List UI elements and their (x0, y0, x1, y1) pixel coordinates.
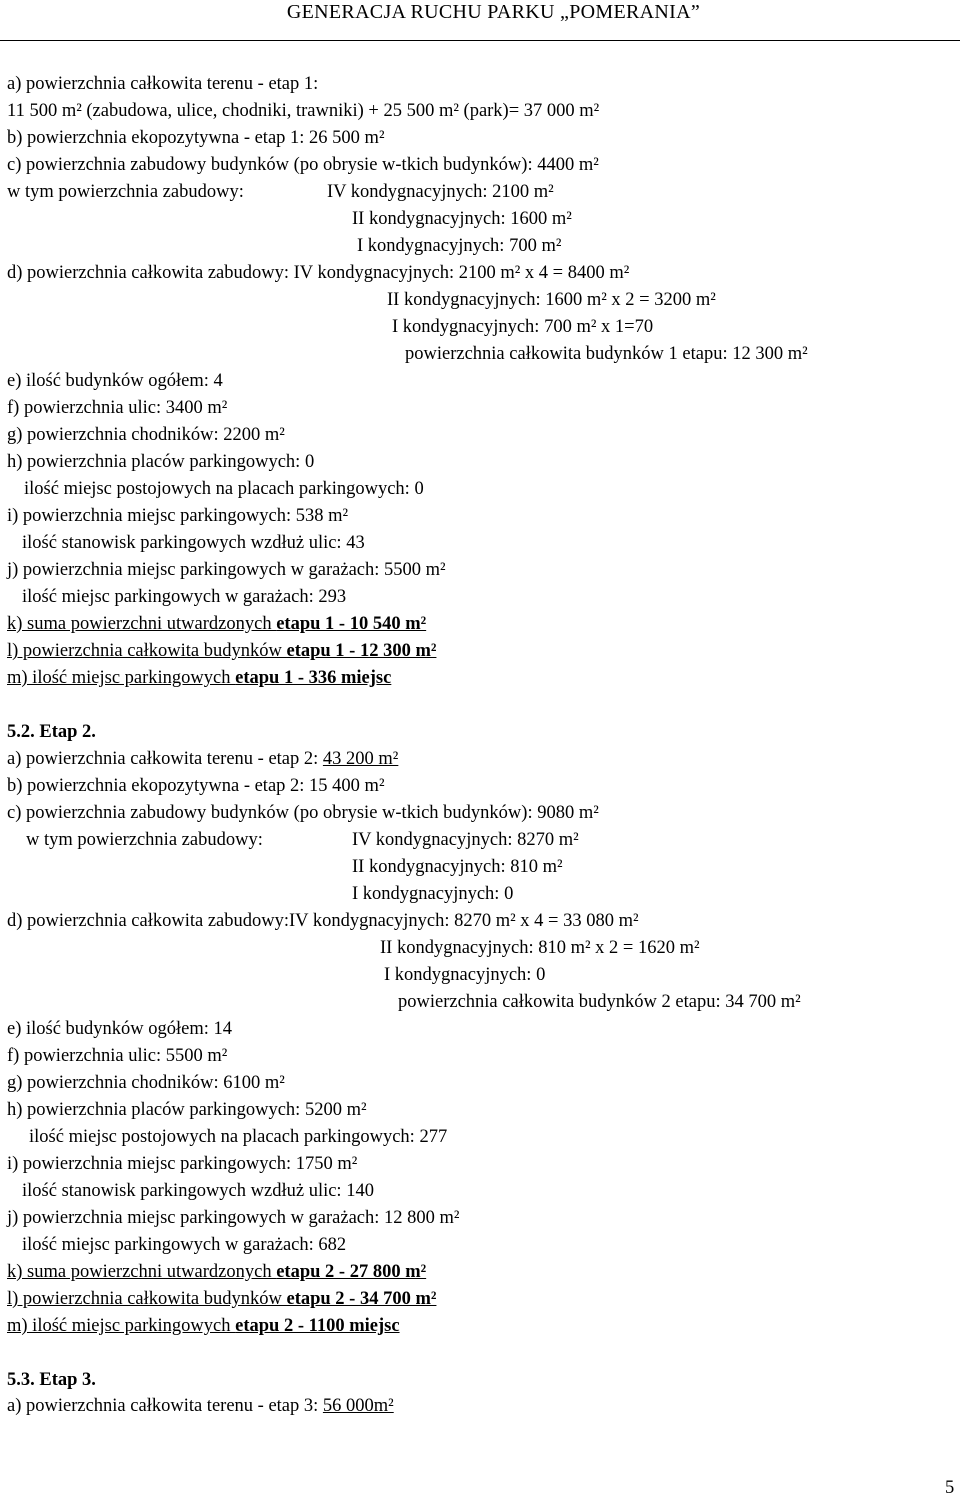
etap1-item-m-text: m) ilość miejsc parkingowych (7, 668, 236, 688)
etap1-item-i: i) powierzchnia miejsc parkingowych: 538 m² (7, 506, 349, 526)
etap2-item-f: f) powierzchnia ulic: 5500 m² (7, 1046, 228, 1066)
etap1-item-g: g) powierzchnia chodników: 2200 m² (7, 425, 285, 445)
etap2-item-h: h) powierzchnia placów parkingowych: 5200 m² (7, 1100, 367, 1120)
etap1-item-j2: ilość miejsc parkingowych w garażach: 293 (22, 587, 347, 607)
etap2-item-c-w-tym: w tym powierzchnia zabudowy: (26, 830, 263, 850)
etap1-item-d-ii: II kondygnacyjnych: 1600 m² x 2 = 3200 m² (387, 290, 716, 310)
etap2-item-c-ii: II kondygnacyjnych: 810 m² (352, 857, 563, 877)
etap2-item-m (7, 1315, 400, 1337)
etap2-item-c-iv: IV kondygnacyjnych: 8270 m² (352, 830, 579, 850)
etap2-item-b: b) powierzchnia ekopozytywna - etap 2: 15 400 m² (7, 776, 385, 796)
etap1-item-c-iv: IV kondygnacyjnych: 2100 m² (327, 182, 554, 202)
etap2-item-l-text: l) powierzchnia całkowita budynków (7, 1289, 287, 1309)
etap2-item-i2: ilość stanowisk parkingowych wzdłuż ulic: 140 (22, 1181, 374, 1201)
etap2-item-e: e) ilość budynków ogółem: 14 (7, 1019, 233, 1039)
etap1-item-k (7, 613, 426, 635)
etap3-item-a-value: 56 000m² (322, 1396, 394, 1416)
etap2-item-a-value: 43 200 m² (322, 749, 399, 769)
etap3-item-a-text: a) powierzchnia całkowita terenu - etap 3: (7, 1396, 323, 1416)
etap1-item-m (7, 667, 391, 689)
etap1-item-d-total: powierzchnia całkowita budynków 1 etapu: 12 300 m² (405, 344, 808, 364)
etap2-item-k (7, 1261, 426, 1283)
etap2-item-d: d) powierzchnia całkowita zabudowy:IV kondygnacyjnych: 8270 m² x 4 = 33 080 m² (7, 911, 639, 931)
etap2-item-g: g) powierzchnia chodników: 6100 m² (7, 1073, 285, 1093)
etap1-item-f: f) powierzchnia ulic: 3400 m² (7, 398, 228, 418)
etap2-item-j: j) powierzchnia miejsc parkingowych w garażach: 12 800 m² (7, 1208, 460, 1228)
etap2-item-d-total: powierzchnia całkowita budynków 2 etapu: 34 700 m² (398, 992, 801, 1012)
etap1-item-e: e) ilość budynków ogółem: 4 (7, 371, 223, 391)
etap2-item-d-ii: II kondygnacyjnych: 810 m² x 2 = 1620 m² (380, 938, 700, 958)
etap1-item-k-value: etapu 1 - 10 540 m² (276, 614, 427, 634)
etap2-item-c: c) powierzchnia zabudowy budynków (po obrysie w-tkich budynków): 9080 m² (7, 803, 599, 823)
etap1-item-d: d) powierzchnia całkowita zabudowy: IV kondygnacyjnych: 2100 m² x 4 = 8400 m² (7, 263, 630, 283)
etap2-item-d-i: I kondygnacyjnych: 0 (384, 965, 546, 985)
etap1-item-i2: ilość stanowisk parkingowych wzdłuż ulic: 43 (22, 533, 365, 553)
etap1-item-h2: ilość miejsc postojowych na placach parkingowych: 0 (24, 479, 424, 499)
etap2-item-l-value: etapu 2 - 34 700 m² (286, 1289, 437, 1309)
etap2-item-h2: ilość miejsc postojowych na placach parkingowych: 277 (29, 1127, 448, 1147)
etap2-item-k-text: k) suma powierzchni utwardzonych (7, 1262, 277, 1282)
page-header (0, 0, 960, 41)
header-title: GENERACJA RUCHU PARKU „POMERANIA” (286, 1, 700, 23)
etap1-item-c-i: I kondygnacyjnych: 700 m² (357, 236, 562, 256)
etap2-item-m-value: etapu 2 - 1100 miejsc (235, 1316, 400, 1336)
etap1-item-c-w-tym: w tym powierzchnia zabudowy: (7, 182, 244, 202)
etap2-item-i: i) powierzchnia miejsc parkingowych: 1750 m² (7, 1154, 358, 1174)
etap1-item-k-text: k) suma powierzchni utwardzonych (7, 614, 277, 634)
etap1-item-c: c) powierzchnia zabudowy budynków (po obrysie w-tkich budynków): 4400 m² (7, 155, 599, 175)
page-number: 5 (945, 1478, 955, 1498)
etap1-item-l (7, 640, 436, 662)
etap1-item-j: j) powierzchnia miejsc parkingowych w garażach: 5500 m² (7, 560, 446, 580)
etap1-item-l-value: etapu 1 - 12 300 m² (286, 641, 437, 661)
etap2-item-a-text: a) powierzchnia całkowita terenu - etap 2: (7, 749, 323, 769)
etap1-item-b: b) powierzchnia ekopozytywna - etap 1: 26 500 m² (7, 128, 385, 148)
etap2-item-l (7, 1288, 436, 1310)
etap1-item-c-ii: II kondygnacyjnych: 1600 m² (352, 209, 572, 229)
etap3-heading: 5.3. Etap 3. (7, 1370, 96, 1390)
etap2-item-c-i: I kondygnacyjnych: 0 (352, 884, 514, 904)
etap1-item-a-line2: 11 500 m² (zabudowa, ulice, chodniki, trawniki) + 25 500 m² (park)= 37 000 m² (7, 101, 600, 121)
etap1-item-a-line1: a) powierzchnia całkowita terenu - etap 1: (7, 74, 319, 94)
etap1-item-d-i: I kondygnacyjnych: 700 m² x 1=70 (392, 317, 654, 337)
etap2-item-k-value: etapu 2 - 27 800 m² (276, 1262, 427, 1282)
etap2-item-m-text: m) ilość miejsc parkingowych (7, 1316, 236, 1336)
etap2-item-a (7, 748, 398, 770)
etap1-item-l-text: l) powierzchnia całkowita budynków (7, 641, 287, 661)
etap1-item-h: h) powierzchnia placów parkingowych: 0 (7, 452, 315, 472)
etap2-item-j2: ilość miejsc parkingowych w garażach: 682 (22, 1235, 347, 1255)
etap2-heading: 5.2. Etap 2. (7, 722, 96, 742)
etap1-item-m-value: etapu 1 - 336 miejsc (235, 668, 392, 688)
etap3-item-a (7, 1395, 394, 1417)
